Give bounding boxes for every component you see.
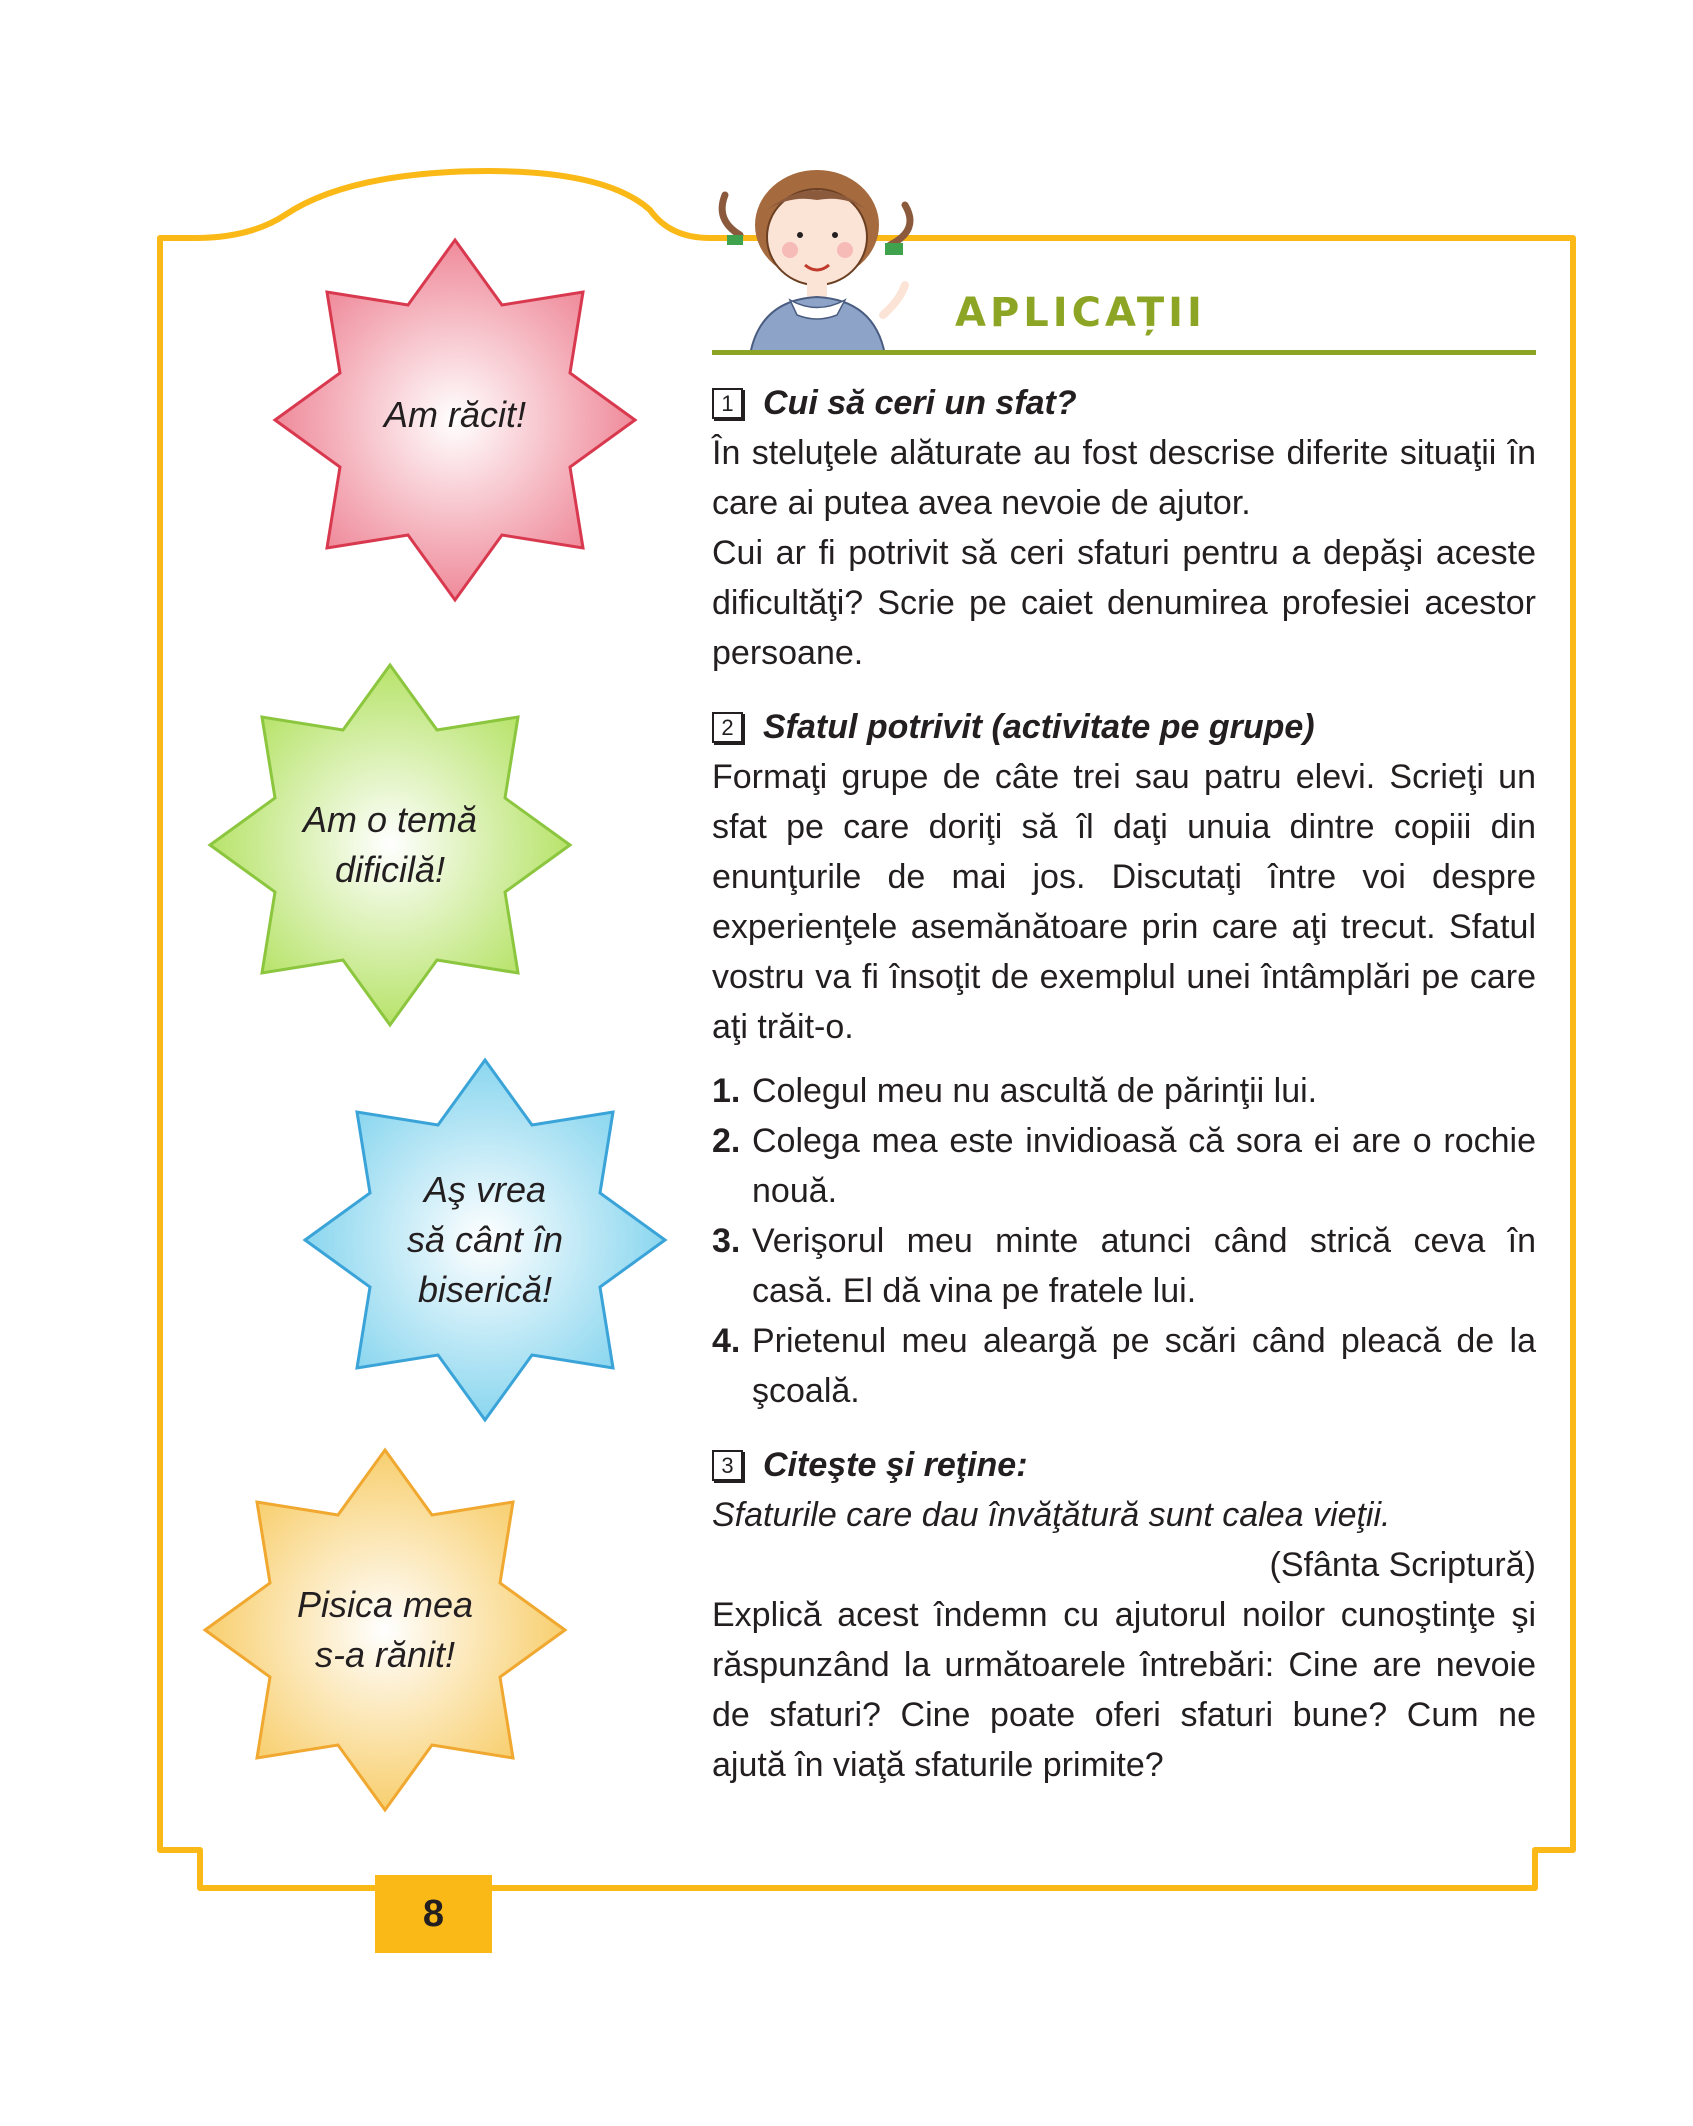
task2-list (712, 1066, 1536, 1416)
task3-title (712, 1440, 1536, 1490)
scripture-quote: Sfaturile care dau învăţătură sunt calea vieţii. (712, 1496, 1391, 1534)
task2-paragraph: Formaţi grupe de câte trei sau patru elevi. Scrieţi un sfat pe care doriţi să îl daţi unuia dintre copiii din enunţurile de mai jos. Discutaţi între voi despre experienţele asemănătoare prin care aţi trecut. Sfatul vostru va fi însoţit de exemplul unei întâmplări pe care aţi trăit-o. (712, 758, 1536, 1046)
star-line: să cânt în (406, 1219, 564, 1260)
girl-illustration (705, 165, 935, 355)
list-item (712, 1116, 1536, 1216)
star-line: dificilă! (334, 849, 446, 890)
section-heading: APLICAȚII (955, 290, 1206, 336)
star-line: Am răcit! (383, 394, 526, 435)
list-item-text: Prietenul meu aleargă pe scări când pleacă de la şcoală. (752, 1322, 1536, 1410)
list-item-number: 3. (712, 1222, 741, 1260)
content-column (712, 378, 1536, 1790)
star-line: s-a rănit! (314, 1634, 456, 1675)
list-item-number: 4. (712, 1322, 741, 1360)
task1-title (712, 378, 1536, 428)
list-item-text: Colega mea este invidioasă că sora ei are o rochie nouă. (752, 1122, 1536, 1210)
list-item (712, 1066, 1536, 1116)
page-number: 8 (375, 1875, 492, 1953)
list-item (712, 1216, 1536, 1316)
star-line: Am o temă (302, 799, 478, 840)
task1-paragraph-2: Cui ar fi potrivit să ceri sfaturi pentru a depăşi aceste dificultăţi? Scrie pe caiet denumirea profesiei acestor persoane. (712, 534, 1536, 672)
task-number-box: 2 (712, 712, 743, 743)
heading-divider (712, 350, 1536, 355)
task-number-box: 3 (712, 1450, 743, 1481)
task1-title-text: Cui să ceri un sfat? (763, 384, 1077, 422)
list-item-number: 1. (712, 1072, 741, 1110)
task2-title (712, 702, 1536, 752)
task2-title-text: Sfatul potrivit (activitate pe grupe) (763, 708, 1315, 746)
task3-title-text: Citeşte şi reţine: (763, 1446, 1028, 1484)
star-cold (270, 235, 640, 605)
task3-paragraph: Explică acest îndemn cu ajutorul noilor cunoştinţe şi răspunzând la următoarele întrebări: Cine are nevoie de sfaturi? Cine poate oferi sfaturi bune? Cum ne ajută în viaţă sfaturile primite? (712, 1596, 1536, 1784)
task-number-box: 1 (712, 388, 743, 419)
list-item-text: Verişorul meu minte atunci când strică ceva în casă. El dă vina pe fratele lui. (752, 1222, 1536, 1310)
star-line: biserică! (417, 1269, 553, 1310)
star-line: Pisica mea (296, 1584, 474, 1625)
list-item (712, 1316, 1536, 1416)
list-item-number: 2. (712, 1122, 741, 1160)
star-line: Aş vrea (423, 1169, 547, 1210)
star-homework (205, 660, 575, 1030)
star-church (300, 1055, 670, 1425)
list-item-text: Colegul meu nu ascultă de părinţii lui. (752, 1072, 1318, 1110)
quote-source: (Sfânta Scriptură) (1269, 1546, 1536, 1584)
task1-paragraph-1: În steluţele alăturate au fost descrise diferite situaţii în care ai putea avea nevoie de ajutor. (712, 434, 1536, 522)
star-cat (200, 1445, 570, 1815)
